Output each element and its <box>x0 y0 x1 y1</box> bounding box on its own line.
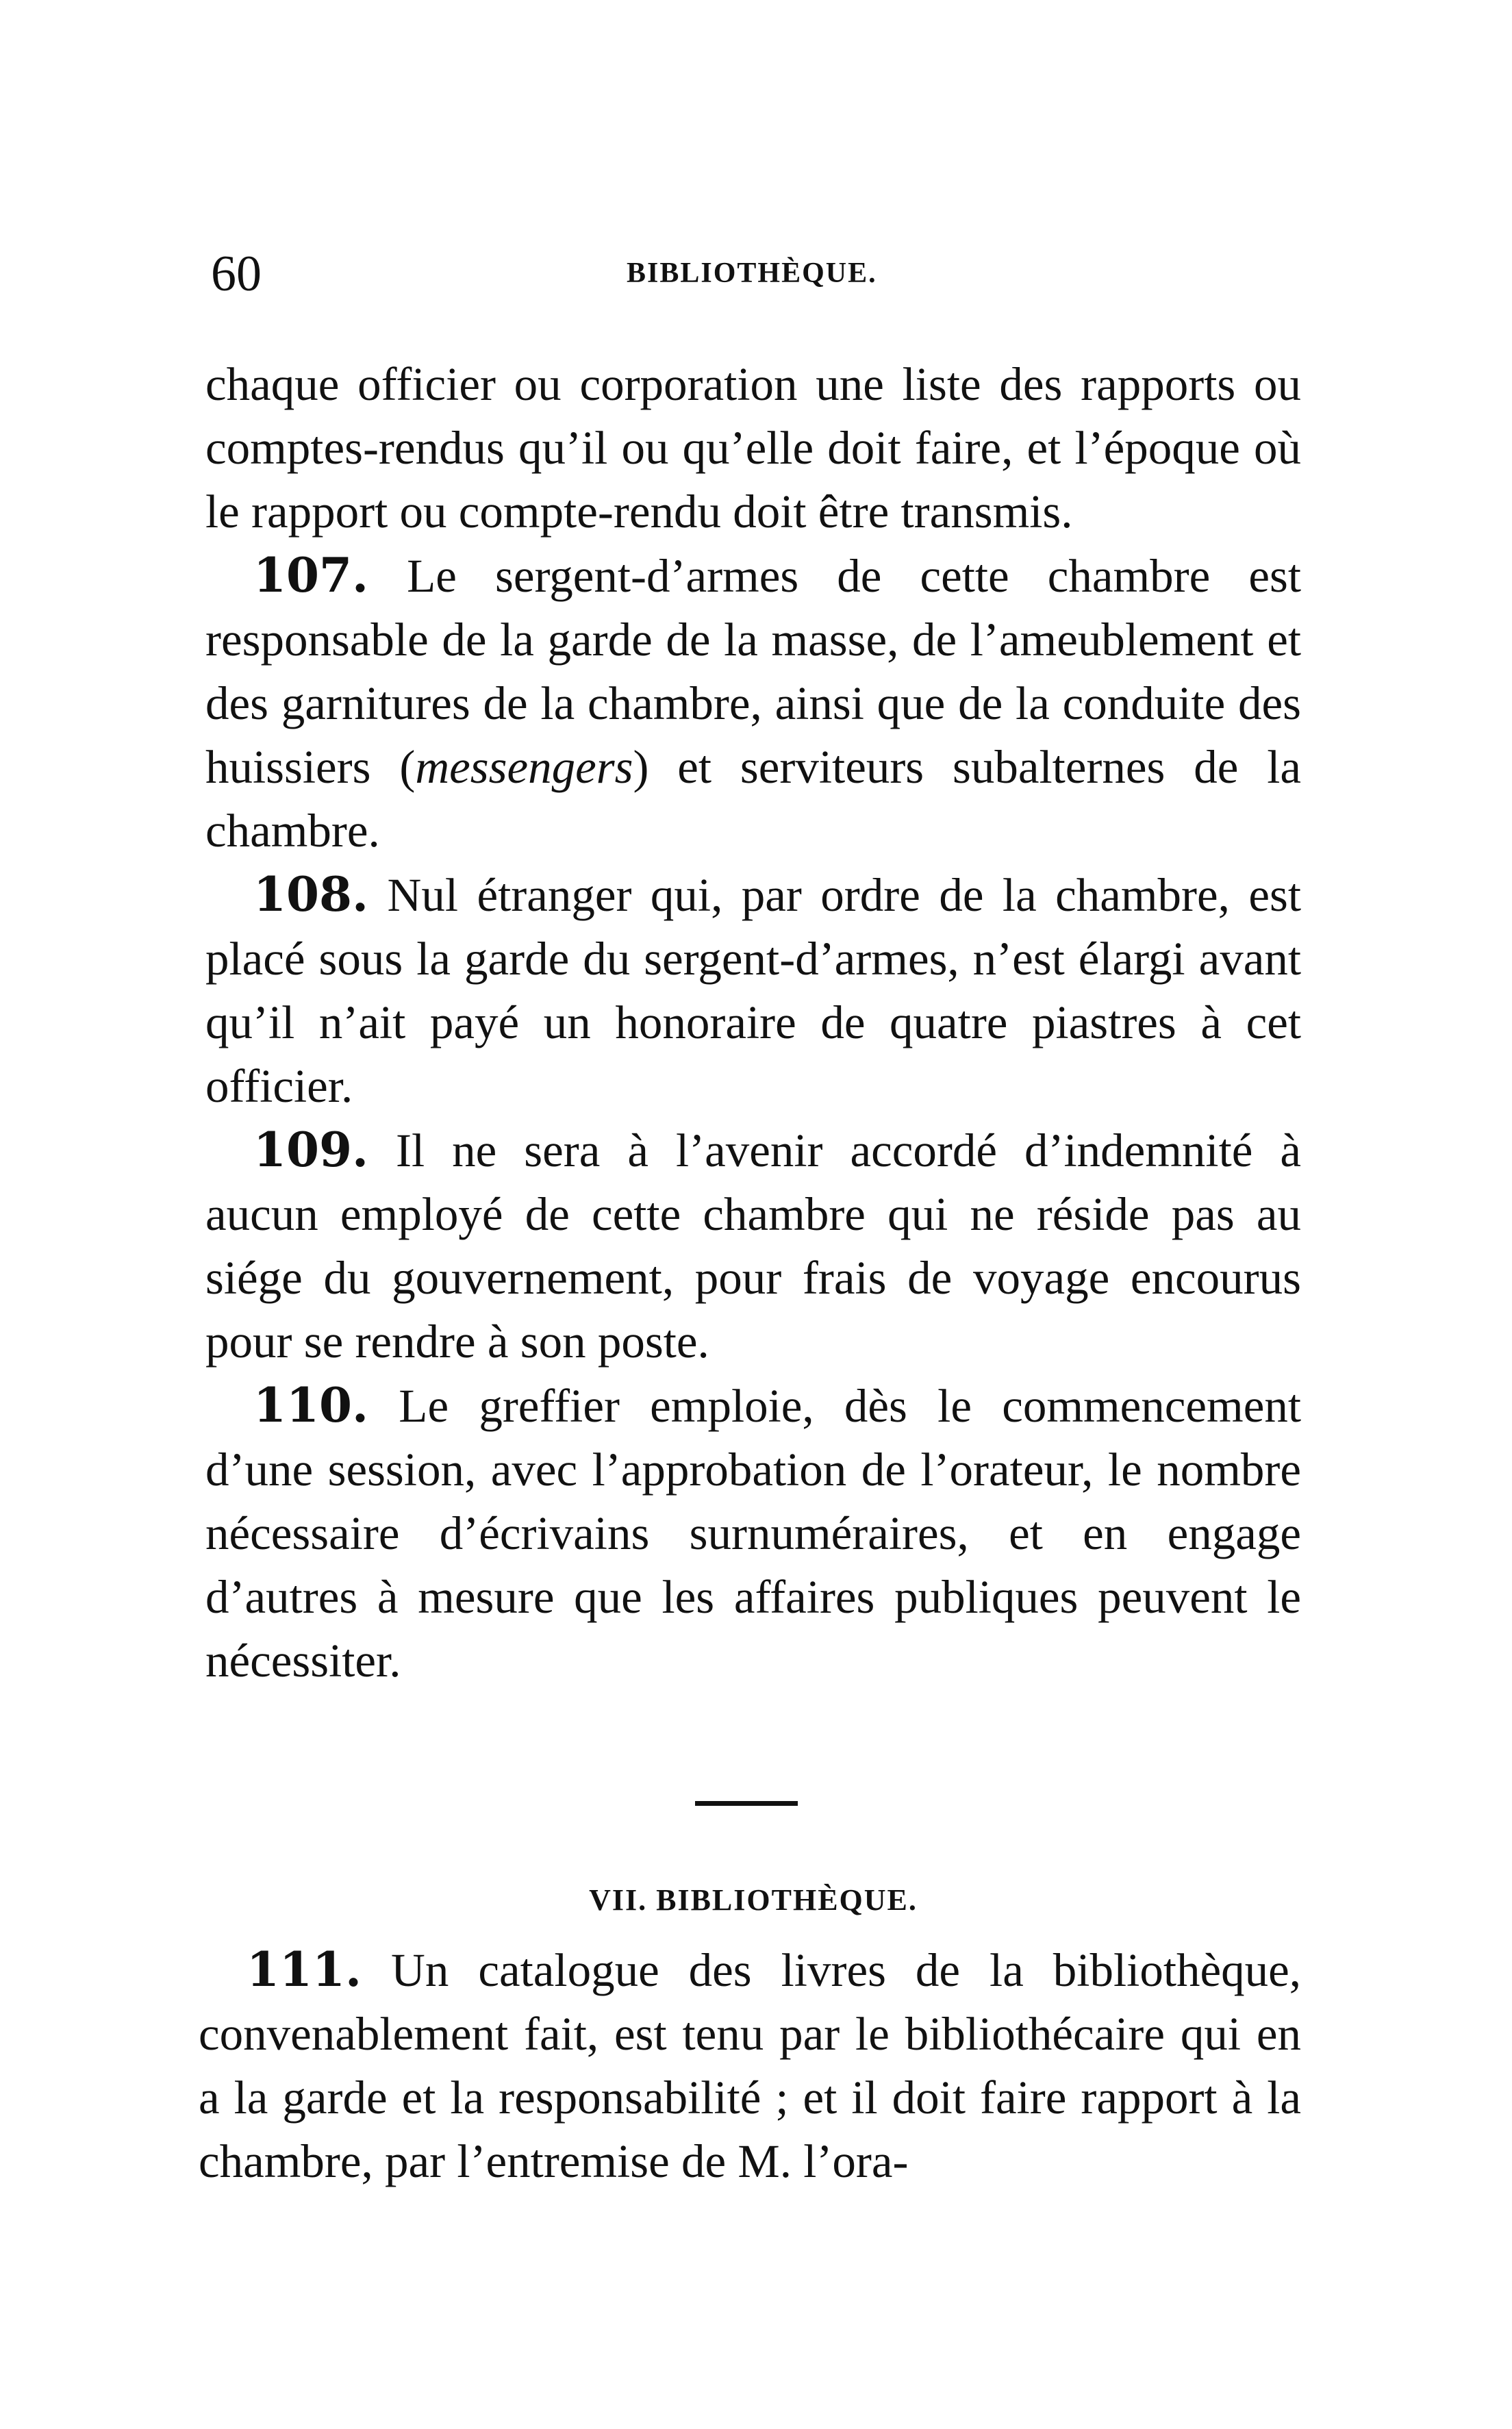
running-head: BIBLIOTHÈQUE. <box>627 257 877 289</box>
article-111 <box>199 1938 1301 2193</box>
article-110 <box>205 1374 1301 1693</box>
body-text <box>205 353 1301 1693</box>
section-title: VII. BIBLIOTHÈQUE. <box>589 1883 918 1917</box>
paragraph-text: Nul étranger qui, par ordre de la chambre, est placé sous la garde du sergent-d’armes, n’est élargi avant qu’il n’ait payé un honoraire de quatre piastres à cet officier. <box>205 869 1301 1112</box>
page-header <box>205 243 1328 305</box>
paragraph-text: Un catalogue des livres de la bibliothèque, convenablement fait, est tenu par le bibliothécaire qui en a la garde et la responsabilité ; et il doit faire rapport à la chambre, par l’entremise de M. l’ora- <box>199 1944 1301 2187</box>
paragraph-text: Il ne sera à l’avenir accordé d’indemnité à aucun employé de cette chambre qui ne réside pas au siége du gouvernement, pour frais de voyage encourus pour se rendre à son poste. <box>205 1124 1301 1368</box>
body-text-section <box>199 1938 1301 2193</box>
article-number: 110. <box>253 1378 369 1433</box>
article-number: 108. <box>253 867 369 922</box>
page-number: 60 <box>211 246 262 302</box>
article-109 <box>205 1118 1301 1374</box>
article-107 <box>205 544 1301 863</box>
paragraph-text: ) et serviteurs subalternes de la chambre. <box>205 741 1301 857</box>
article-number: 107. <box>253 548 369 603</box>
paragraph-text: Le sergent-d’armes de cette chambre est responsable de la garde de la masse, de l’ameublement et des garnitures de la chambre, ainsi que de la conduite des huissiers ( <box>205 550 1301 793</box>
section-divider <box>695 1801 798 1806</box>
article-number: 109. <box>253 1122 369 1178</box>
italic-term: messengers <box>415 741 633 793</box>
paragraph-continued <box>205 353 1301 544</box>
paragraph-text: Le greffier emploie, dès le commencement d’une session, avec l’approbation de l’orateur, le nombre nécessaire d’écrivains surnuméraires, et en engage d’autres à mesure que les affaires publiques peuvent le nécessiter. <box>205 1380 1301 1687</box>
article-108 <box>205 863 1301 1118</box>
paragraph-text: chaque officier ou corporation une liste des rapports ou comptes-rendus qu’il ou qu’elle doit faire, et l’époque où le rapport ou compte-rendu doit être transmis. <box>205 358 1301 538</box>
article-number: 111. <box>247 1942 362 1998</box>
